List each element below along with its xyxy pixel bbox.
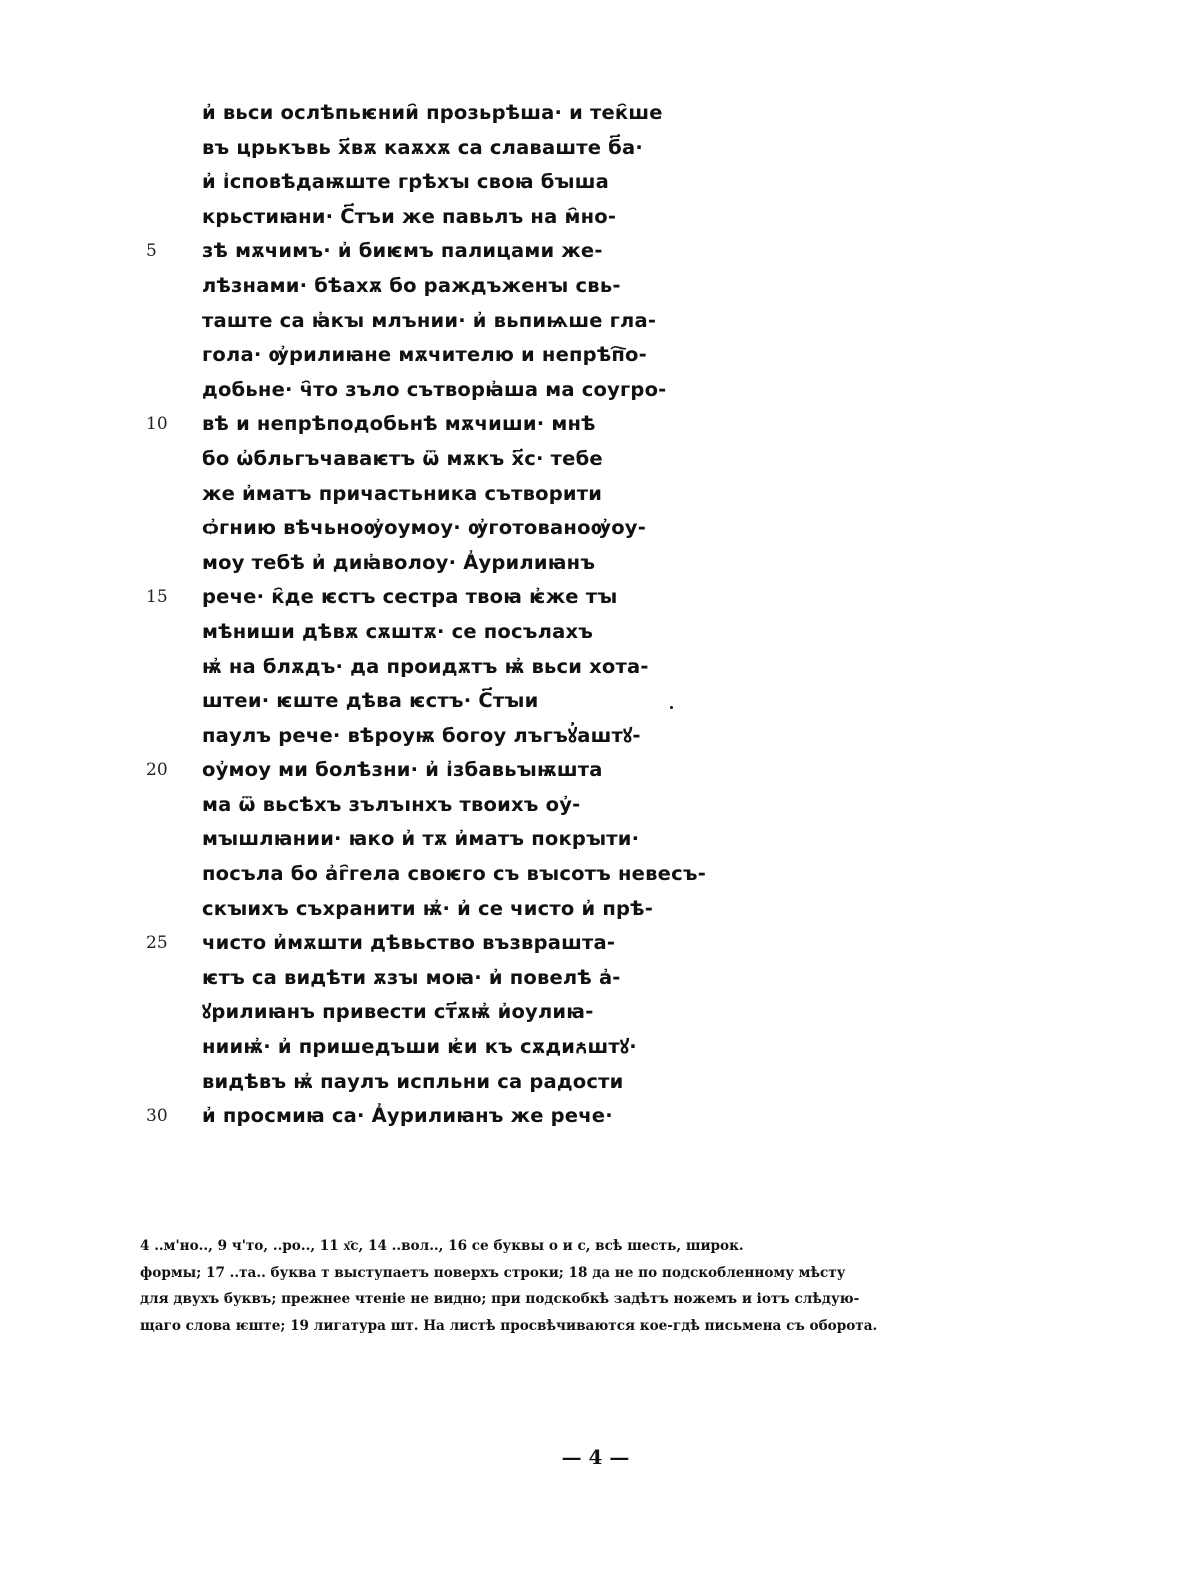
text-line [146, 407, 786, 442]
footnote-line: для двухъ буквъ; прежнее чтеніе не видно; при подскобкѣ задѣтъ ножемъ и іотъ слѣдую- [140, 1291, 860, 1307]
text-line [146, 684, 786, 719]
line-text: вѣ и непрѣподобьнѣ мѫчиши· мнѣ [202, 412, 596, 436]
line-text: мѣниши дѣвѫ сѫштѫ· се посълахъ [202, 619, 594, 643]
line-number: 20 [146, 760, 168, 781]
text-line [146, 719, 786, 754]
text-line [146, 961, 786, 996]
text-line [146, 442, 786, 477]
text-line [146, 650, 786, 685]
line-text: ѻ҆гнию вѣчьноѹ҆оумоу· ѹ҆готованоѹ҆оу- [202, 516, 647, 540]
text-line [146, 788, 786, 823]
line-text: штеи· ѥште дѣва ѥстъ· С҃тꙑи [202, 689, 539, 713]
footnote-line: 4 ..м'но.., 9 ч'то, ..ро.., 11 х҃с, 14 ..вол.., 16 се буквы о и с, всѣ шесть, широк. [140, 1238, 744, 1254]
text-line [146, 96, 786, 131]
page-number: — 4 — [561, 1445, 630, 1469]
text-line [146, 477, 786, 512]
text-line [146, 1065, 786, 1100]
text-line [146, 546, 786, 581]
text-line [146, 580, 786, 615]
line-text: ѥтъ са видѣти ѫзꙑ моꙗ· и҆ повелѣ а҆- [202, 965, 621, 989]
text-line [146, 995, 786, 1030]
line-text: гола· ѹ҆рилиꙗне мѫчителю и непрѣп҇о- [202, 343, 647, 367]
text-line [146, 304, 786, 339]
line-number: 25 [146, 933, 168, 954]
text-line [146, 753, 786, 788]
line-text: ѭ҆ на блѫдъ· да проидѫтъ ѭ҆ вьси хота- [202, 654, 649, 678]
text-line [146, 373, 786, 408]
main-text-block [146, 96, 786, 1134]
footnotes-block [140, 1233, 1010, 1339]
line-text: въ црькъвь х҃вѫ каѫхѫ са славаште б҃а· [202, 135, 643, 159]
line-text: моу тебѣ и҆ диꙗ҆волоу· А҆урилиꙗнъ [202, 550, 596, 574]
line-number: 5 [146, 241, 157, 262]
text-line [146, 1030, 786, 1065]
line-text: и҆ і҆сповѣдаѭште грѣхꙑ своꙗ бꙑша [202, 170, 610, 194]
line-text: бо ѡ҆бльгъчаваѥтъ ѿ мѫкъ х҃с· тебе [202, 446, 603, 470]
text-line [146, 269, 786, 304]
line-text: добьне· ч҄то зъло сътворꙗ҆ша ма соугро- [202, 377, 667, 401]
text-line [146, 165, 786, 200]
line-text: мꙑшлꙗнии· ꙗко и҆ тѫ и҆матъ покрꙑти· [202, 827, 640, 851]
text-line [146, 1099, 786, 1134]
line-number: 30 [146, 1106, 168, 1127]
ink-speck [670, 706, 673, 709]
text-line [146, 234, 786, 269]
text-line [146, 200, 786, 235]
line-text: и҆ вьси ослѣпьѥнии҄ прозьрѣша· и тек҄ше [202, 101, 663, 124]
line-text: оу҆моу ми болѣзни· и҆ і҆збавьꙑѭшта [202, 758, 603, 782]
line-text: ма ѿ вьсѣхъ зълъıнхъ твоихъ оу҆- [202, 792, 581, 816]
text-line [146, 822, 786, 857]
line-text: посъла бо а҆г҄гела своѥго съ вꙑсотъ невесъ- [202, 862, 706, 886]
line-text: скꙑихъ съхранити ѭ҆· и҆ се чисто и҆ прѣ- [202, 896, 653, 920]
text-line [146, 892, 786, 927]
footnote-line: формы; 17 ..та.. буква т выступаетъ поверхъ строки; 18 да не по подскобленному мѣсту [140, 1264, 846, 1281]
text-line [146, 615, 786, 650]
text-line [146, 926, 786, 961]
line-text: таште са ꙗ҆кꙑ млънии· и҆ вьпиѩше гла- [202, 308, 657, 332]
line-text: и҆ просмиꙗ са· А҆урилиꙗнъ же рече· [202, 1104, 613, 1128]
line-number: 10 [146, 414, 168, 435]
line-text: паулъ рече· вѣроуѭ богоу лъгъꙋ҆аштꙋ- [202, 723, 641, 747]
line-text: рече· к҄де ѥстъ сестра твоꙗ ѥ҆же тꙑ [202, 585, 618, 609]
line-text: лѣзнами· бѣахѫ бо раждъженꙑ свь- [202, 273, 621, 297]
text-line [146, 338, 786, 373]
line-text: нииѭ҆· и҆ пришедъши ѥ҆и къ сѫдиꙉштꙋ· [202, 1035, 637, 1059]
line-number: 15 [146, 587, 168, 608]
text-line [146, 511, 786, 546]
text-line [146, 857, 786, 892]
line-text: зѣ мѫчимъ· и҆ биѥмъ палицами же- [202, 239, 603, 263]
text-line [146, 131, 786, 166]
line-text: чисто и҆мѫшти дѣвьство възврашта- [202, 931, 616, 955]
line-text: крьстиꙗни· С҃тъи же павьлъ на м҄но- [202, 204, 617, 228]
line-text: же и҆матъ причастьника сътворити [202, 481, 603, 505]
line-text: ꙋрилиꙗнъ привести ст҃ѫѭ҆ и҆оулиꙗ- [202, 1000, 594, 1024]
line-text: видѣвъ ѭ҆ паулъ испльни са радости [202, 1069, 624, 1093]
footnote-line: щаго слова ѥште; 19 лигатура шт. На листѣ просвѣчиваются кое-гдѣ письмена съ оборота. [140, 1317, 878, 1334]
